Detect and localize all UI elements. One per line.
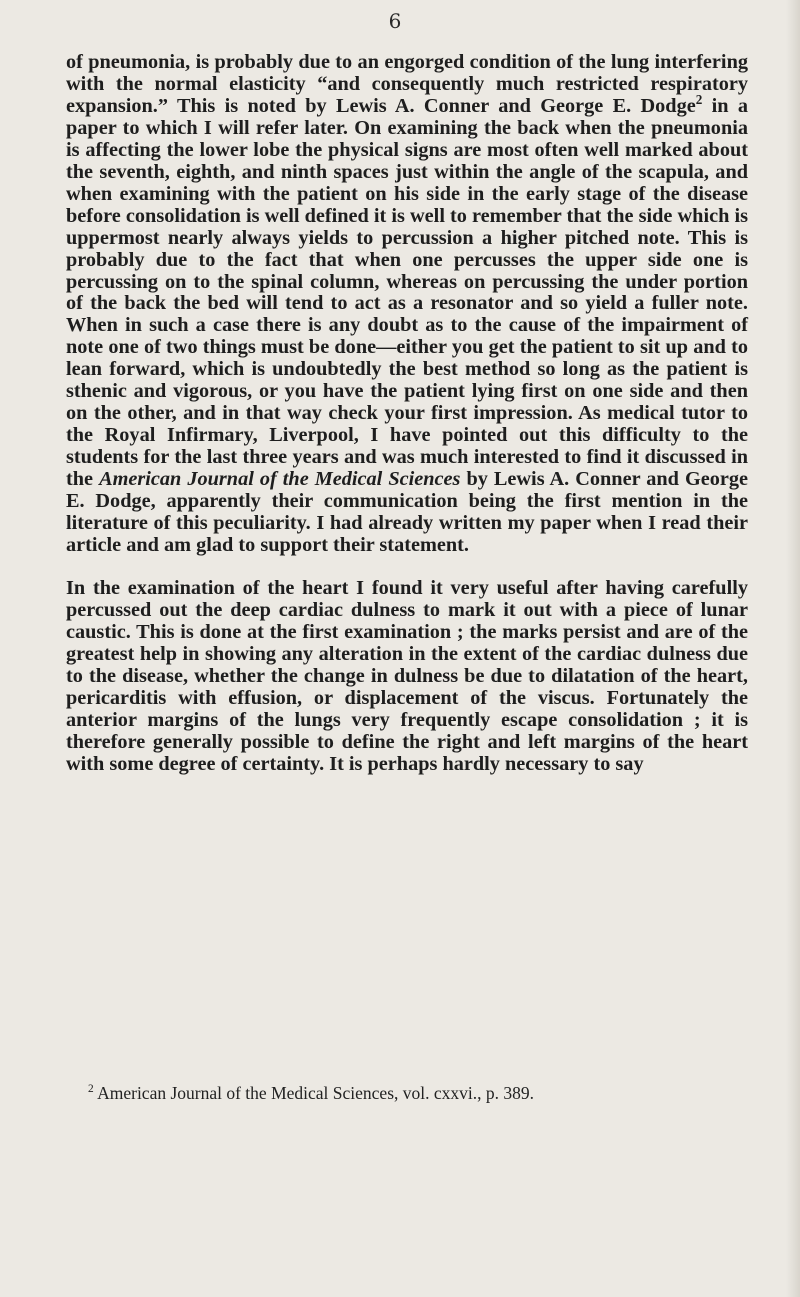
paragraph-1-part-c: by Lewis A. Conner and George E. Dodge, apparently their communication being the first mention in the literature of this peculiarity. I had already written my paper when I read their article and am glad to support their statement. <box>66 468 749 556</box>
paragraph-1 <box>66 52 748 557</box>
paragraph-1-part-b: in a paper to which I will refer later. On examining the back when the pneumonia is affecting the lower lobe the physical signs are most often well marked about the seventh, eighth, and ninth spaces just within the angle of the scapula, and when examining with the patient on his side in the early stage of the disease before consolidation is well defined it is well to remember that the side which is uppermost nearly always yields to percussion a higher pitched note. This is probably due to the fact that when one percusses the upper side one is percussing on to the spinal column, whereas on percussing the under portion of the back the bed will tend to act as a resonator and so yield a fuller note. When in such a case there is any doubt as to the cause of the impairment of note one of two things must be done—either you get the patient to sit up and to lean forward, which is undoubtedly the best method so long as the patient is sthenic and vigorous, or you have the patient lying first on one side and then on the other, and in that way check your first impression. As medical tutor to the Royal Infirmary, Liverpool, I have pointed out this difficulty to the students for the last three years and was much interested to find it discussed in the <box>66 94 749 491</box>
paragraph-1-part-a: of pneumonia, is probably due to an engorged condition of the lung interfering with the normal elasticity “and consequently much restricted respiratory expansion.” This is noted by Lewis A. Conner and George E. Dodge <box>66 51 748 117</box>
body-text <box>66 52 748 776</box>
page-edge-shadow <box>786 0 800 1297</box>
footnote-text: American Journal of the Medical Sciences, vol. cxxvi., p. 389. <box>93 1083 534 1103</box>
journal-title: American Journal of the Medical Sciences <box>99 468 461 491</box>
footnote <box>88 1083 748 1103</box>
page-number: 6 <box>388 9 402 33</box>
footnote-marker: 2 <box>88 1083 94 1096</box>
paragraph-2: In the examination of the heart I found it very useful after having carefully percussed out the deep cardiac dulness to mark it out with a piece of lunar caustic. This is done at the first examination ; the marks persist and are of the greatest help in showing any alteration in the extent of the cardiac dulness due to the disease, whether the change in dulness be due to dilatation of the heart, pericarditis with effusion, or displacement of the viscus. Fortunately the anterior margins of the lungs very frequently escape consolidation ; it is therefore generally possible to define the right and left margins of the heart with some degree of certainty. It is perhaps hardly necessary to say <box>66 576 748 775</box>
footnote-reference: 2 <box>695 92 703 108</box>
